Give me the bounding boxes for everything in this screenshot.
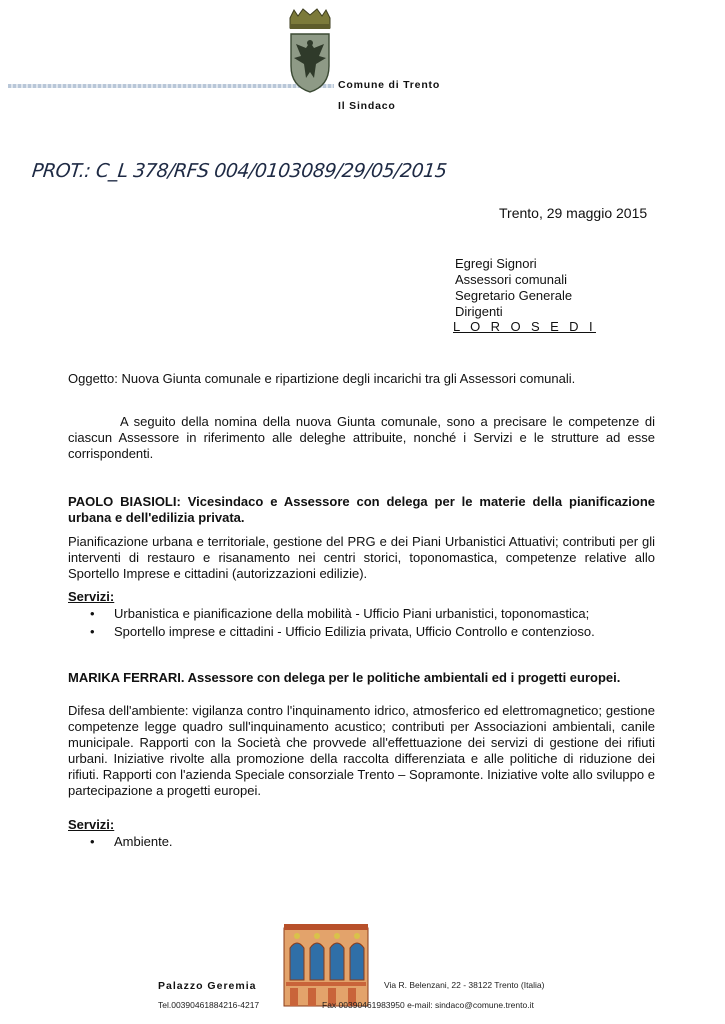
- subject-line: Oggetto: Nuova Giunta comunale e ripartizione degli incarichi tra gli Assessori comunali.: [68, 371, 576, 386]
- list-item: [90, 624, 650, 640]
- footer-phone: Tel.00390461884216-4217: [158, 1000, 260, 1010]
- recipient-line: Assessori comunali: [455, 272, 567, 287]
- service-item: Urbanistica e pianificazione della mobilità - Ufficio Piani urbanistici, toponomastica;: [114, 606, 590, 621]
- protocol-stamp: PROT.: C_L 378/RFS 004/0103089/29/05/2015: [30, 160, 448, 182]
- bullet-icon: •: [90, 834, 95, 849]
- date-line: Trento, 29 maggio 2015: [499, 205, 648, 221]
- palazzo-geremia-icon: [280, 918, 372, 1010]
- coat-of-arms-icon: [286, 8, 334, 94]
- list-item: [90, 606, 650, 622]
- recipient-line: Egregi Signori: [455, 256, 537, 271]
- intro-paragraph: A seguito della nomina della nuova Giunta comunale, sono a precisare le competenze di ciascun Assessore in riferimento alle deleghe attribuite, nonché i Servizi e le strutture ad esse corrispondenti.: [68, 414, 655, 461]
- bullet-icon: •: [90, 606, 95, 621]
- assessor-heading: MARIKA FERRARI. Assessore con delega per le politiche ambientali ed i progetti europei.: [68, 670, 621, 685]
- recipients-closing: L O R O S E D I: [453, 319, 596, 334]
- services-label: Servizi:: [68, 589, 115, 604]
- recipient-line: Dirigenti: [455, 304, 503, 319]
- service-item: Sportello imprese e cittadini - Ufficio Edilizia privata, Ufficio Controllo e contenzioso.: [114, 624, 595, 639]
- organization-name: Comune di Trento: [338, 79, 441, 91]
- recipient-line: Segretario Generale: [455, 288, 573, 303]
- bullet-icon: •: [90, 624, 95, 639]
- assessor-description: Pianificazione urbana e territoriale, gestione del PRG e dei Piani Urbanistici Attuativi; contributi per gli interventi di restauro e risanamento nei centri storici, toponomastica, competenze relative allo Sportello Imprese e cittadini (autorizzazioni edilizie).: [68, 534, 655, 581]
- list-item: [90, 834, 390, 850]
- office-name: Il Sindaco: [338, 100, 396, 112]
- services-label: Servizi:: [68, 817, 115, 832]
- footer-fax-email: Fax 00390461983950 e-mail: sindaco@comune.trento.it: [322, 1000, 534, 1010]
- assessor-description: Difesa dell'ambiente: vigilanza contro l'inquinamento idrico, atmosferico ed elettromagnetico; gestione competenze legge quadro sull'inquinamento acustico; contributi per Associazioni ambientali, canile municipale. Rapporti con la Società che provvede all'effettuazione dei servizi di gestione dei rifiuti urbani. Iniziative rivolte alla promozione della raccolta differenziata e alle politiche di riduzione dei rifiuti. Rapporti con l'azienda Speciale consorziale Trento – Sopramonte. Iniziative volte allo sviluppo e partecipazione a progetti europei.: [68, 703, 655, 798]
- footer-building-name: Palazzo Geremia: [158, 980, 257, 992]
- assessor-heading: PAOLO BIASIOLI: Vicesindaco e Assessore con delega per le materie della pianificazione urbana e dell'edilizia privata.: [68, 494, 655, 525]
- service-item: Ambiente.: [114, 834, 173, 849]
- footer-address: Via R. Belenzani, 22 - 38122 Trento (Italia): [384, 980, 545, 990]
